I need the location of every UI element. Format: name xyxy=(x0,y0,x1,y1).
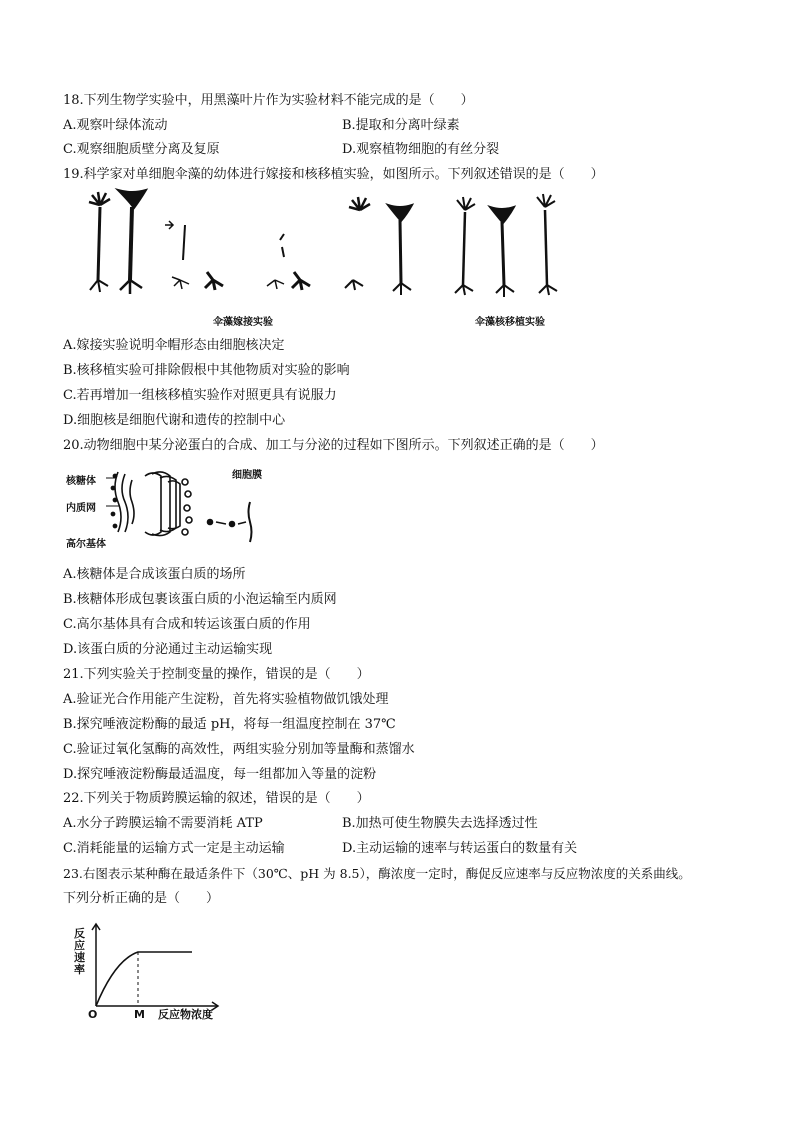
graph-origin-label: O xyxy=(88,1008,98,1021)
q21-option-a: A.验证光合作用能产生淀粉，首先将实验植物做饥饿处理 xyxy=(63,692,389,707)
q19-option-a: A.嫁接实验说明伞帽形态由细胞核决定 xyxy=(63,338,285,353)
q20-option-d: D.该蛋白质的分泌通过主动运输实现 xyxy=(63,642,273,657)
q18-option-d: D.观察植物细胞的有丝分裂 xyxy=(342,142,500,157)
label-cell-membrane: 细胞膜 xyxy=(232,470,262,481)
graft-experiment-caption: 伞藻嫁接实验 xyxy=(213,317,273,328)
q23-stem-line1: 23.右图表示某种酶在最适条件下（30℃、pH 为 8.5），酶浓度一定时，酶促反应速率与反应物浓度的关系曲线。 xyxy=(63,866,691,881)
q18-option-a: A.观察叶绿体流动 xyxy=(63,118,168,133)
q20-stem: 20.动物细胞中某分泌蛋白的合成、加工与分泌的过程如下图所示。下列叙述正确的是（ ） xyxy=(63,438,604,453)
q22-option-d: D.主动运输的速率与转运蛋白的数量有关 xyxy=(342,841,578,856)
label-ribosome: 核糖体 xyxy=(66,476,96,487)
q19-stem: 19.科学家对单细胞伞藻的幼体进行嫁接和核移植实验，如图所示。下列叙述错误的是（ ） xyxy=(63,167,604,182)
q21-option-d: D.探究唾液淀粉酶最适温度，每一组都加入等量的淀粉 xyxy=(63,767,377,782)
q21-option-c: C.验证过氧化氢酶的高效性，两组实验分别加等量酶和蒸馏水 xyxy=(63,742,415,757)
q19-option-d: D.细胞核是细胞代谢和遗传的控制中心 xyxy=(63,413,286,428)
q18-stem: 18.下列生物学实验中，用黑藻叶片作为实验材料不能完成的是（ ） xyxy=(63,93,474,108)
q20-option-a: A.核糖体是合成该蛋白质的场所 xyxy=(63,567,246,582)
q23-stem-line2: 下列分析正确的是（ ） xyxy=(63,891,220,906)
q20-option-c: C.高尔基体具有合成和转运该蛋白质的作用 xyxy=(63,617,311,632)
q21-option-b: B.探究唾液淀粉酶的最适 pH，将每一组温度控制在 37℃ xyxy=(63,717,396,732)
q18-option-c: C.观察细胞质壁分离及复原 xyxy=(63,142,220,157)
q22-stem: 22.下列关于物质跨膜运输的叙述，错误的是（ ） xyxy=(63,791,370,806)
q21-stem: 21.下列实验关于控制变量的操作，错误的是（ ） xyxy=(63,667,370,682)
q22-option-b: B.加热可使生物膜失去选择透过性 xyxy=(342,816,538,831)
acetabularia-figure xyxy=(70,185,570,335)
graph-x-label: 反应物浓度 xyxy=(158,1008,213,1021)
q18-option-b: B.提取和分离叶绿素 xyxy=(342,118,460,133)
graph-y-label: 反应速率 xyxy=(74,927,85,976)
q22-option-a: A.水分子跨膜运输不需要消耗 ATP xyxy=(63,816,263,831)
transplant-experiment-caption: 伞藻核移植实验 xyxy=(475,317,545,328)
graph-m-label: M xyxy=(134,1008,145,1021)
q19-option-b: B.核移植实验可排除假根中其他物质对实验的影响 xyxy=(63,363,350,378)
q19-option-c: C.若再增加一组核移植实验作对照更具有说服力 xyxy=(63,388,337,403)
label-endoplasmic-reticulum: 内质网 xyxy=(66,503,96,514)
q22-option-c: C.消耗能量的运输方式一定是主动运输 xyxy=(63,841,285,856)
label-golgi: 高尔基体 xyxy=(66,539,106,550)
q20-option-b: B.核糖体形成包裹该蛋白质的小泡运输至内质网 xyxy=(63,592,337,607)
